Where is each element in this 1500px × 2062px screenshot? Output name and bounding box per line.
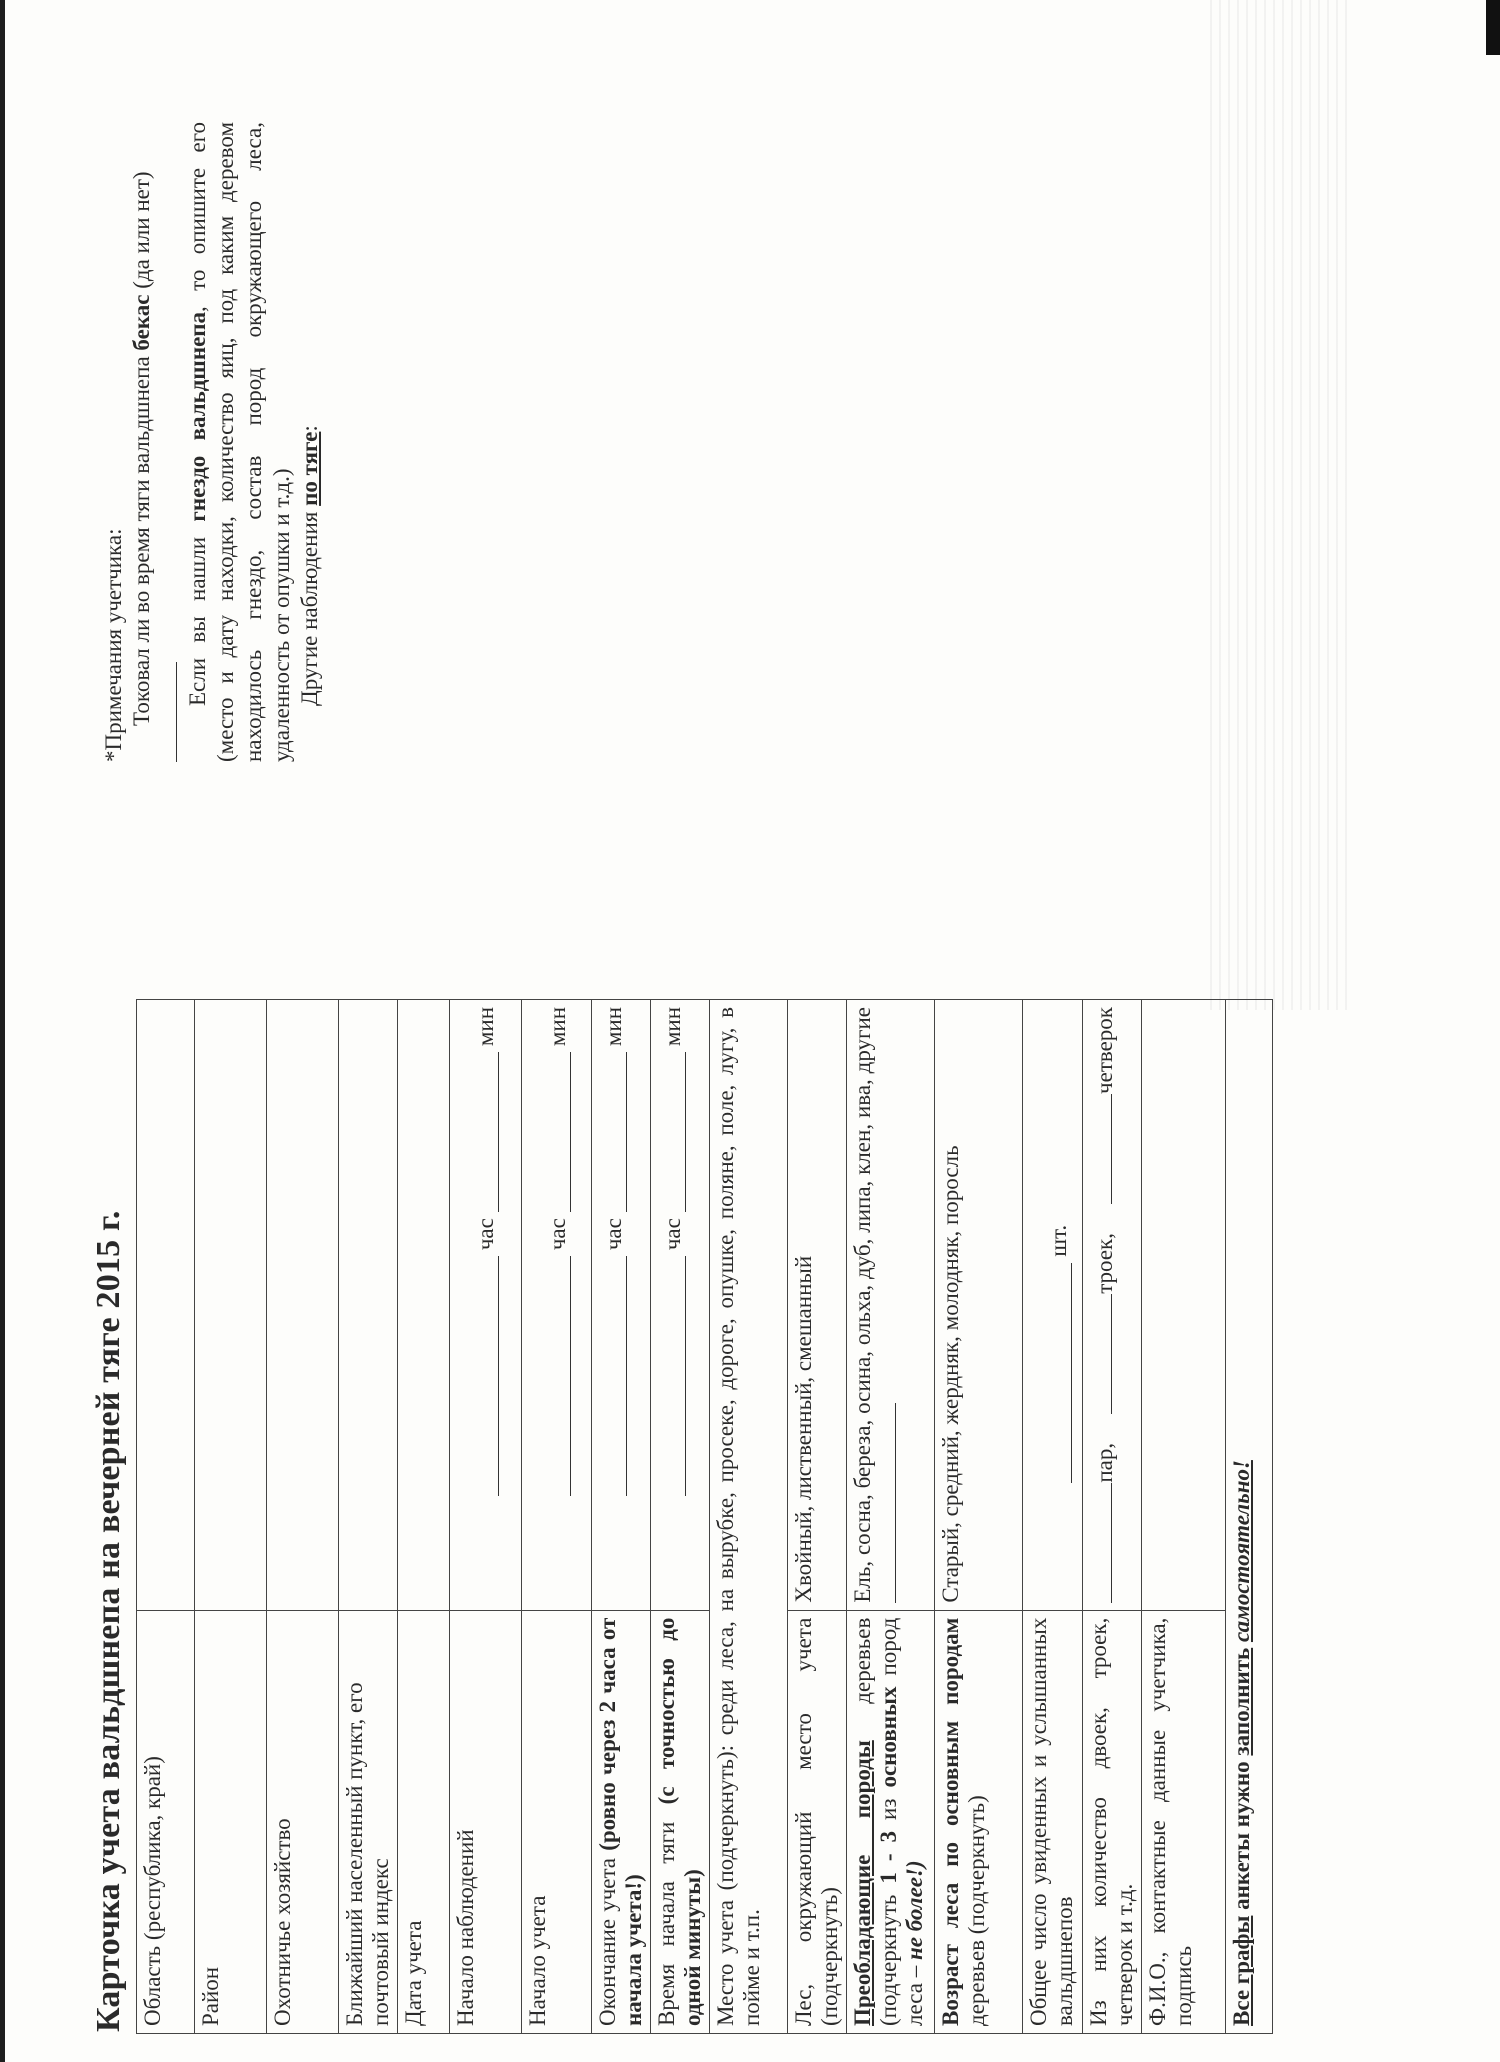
field-total[interactable]: шт. bbox=[1023, 1000, 1083, 1611]
field-count-start[interactable]: час мин bbox=[522, 1000, 592, 1611]
options-age[interactable]: Старый, средний, жердняк, молодняк, поросль bbox=[935, 1000, 1023, 1611]
row-age bbox=[935, 1000, 1023, 2034]
label-fio: Ф.И.О., контактные данные учетчика, подпись bbox=[1142, 1610, 1226, 2033]
recorder-notes bbox=[100, 122, 324, 762]
notes-header: *Примечания учетчика: bbox=[101, 528, 126, 762]
label-groups: Из них количество двоек, троек, четверок и т.д. bbox=[1083, 1610, 1142, 2033]
row-flight-start bbox=[651, 1000, 710, 2034]
label-obs-start: Начало наблюдений bbox=[450, 1610, 522, 2033]
row-count-end bbox=[592, 1000, 651, 2034]
label-hunting: Охотничье хозяйство bbox=[267, 1610, 339, 2033]
notes-other[interactable]: Другие наблюдения по тяге: bbox=[297, 425, 322, 706]
row-settlement bbox=[339, 1000, 398, 2034]
label-flight-start: Время начала тяги (с точностью до одной минуты) bbox=[651, 1610, 710, 2033]
row-groups bbox=[1083, 1000, 1142, 2034]
row-forest bbox=[788, 1000, 847, 2034]
row-obs-start bbox=[450, 1000, 522, 2034]
label-total: Общее число увиденных и услышанных вальдшнепов bbox=[1023, 1610, 1083, 2033]
field-settlement[interactable] bbox=[339, 1000, 398, 1611]
notes-drumming[interactable]: Токовал ли во время тяги вальдшнепа бекас (да или нет) bbox=[128, 122, 184, 762]
field-fio[interactable] bbox=[1142, 1000, 1226, 1611]
row-region bbox=[137, 1000, 195, 2034]
field-obs-start[interactable]: час мин bbox=[450, 1000, 522, 1611]
field-flight-start[interactable]: час мин bbox=[651, 1000, 710, 1611]
label-forest: Лес, окружающий место учета (подчеркнуть) bbox=[788, 1610, 847, 2033]
notes-nest[interactable]: Если вы нашли гнездо вальдшнепа, то опишите его (место и дату находки, количество яиц, под каким деревом находилось гнездо, состав пород окружающего леса, удаленность от опушки и т.д.) bbox=[185, 121, 294, 762]
field-groups[interactable]: пар, троек, четверок bbox=[1083, 1000, 1142, 1611]
options-species[interactable]: Ель, сосна, береза, осина, ольха, дуб, липа, клен, ива, другие bbox=[847, 1000, 935, 1611]
label-district: Район bbox=[195, 1610, 267, 2033]
label-region: Область (республика, край) bbox=[137, 1610, 195, 2033]
field-district[interactable] bbox=[195, 1000, 267, 1611]
label-age: Возраст леса по основным породам деревьев (подчеркнуть) bbox=[935, 1610, 1023, 2033]
row-footer bbox=[1226, 1000, 1273, 2034]
label-count-end: Окончание учета (ровно через 2 часа от начала учета!) bbox=[592, 1610, 651, 2033]
label-date: Дата учета bbox=[398, 1610, 450, 2033]
row-total bbox=[1023, 1000, 1083, 2034]
card-title: Карточка учета вальдшнепа на вечерней тяге 2015 г. bbox=[90, 1210, 127, 2032]
row-count-start bbox=[522, 1000, 592, 2034]
row-species bbox=[847, 1000, 935, 2034]
label-species: Преобладающие породы деревьев (подчеркнуть 1 - 3 из основных пород леса – не более!) bbox=[847, 1610, 935, 2033]
field-count-end[interactable]: час мин bbox=[592, 1000, 651, 1611]
row-fio bbox=[1142, 1000, 1226, 2034]
label-settlement: Ближайший населенный пункт, его почтовый индекс bbox=[339, 1610, 398, 2033]
row-place bbox=[710, 1000, 788, 2034]
label-place[interactable]: Место учета (подчеркнуть): среди леса, на вырубке, просеке, дороге, опушке, поляне, поле, лугу, в пойме и т.п. bbox=[710, 1000, 788, 2034]
field-hunting[interactable] bbox=[267, 1000, 339, 1611]
row-date bbox=[398, 1000, 450, 2034]
options-forest[interactable]: Хвойный, лиственный, смешанный bbox=[788, 1000, 847, 1611]
field-date[interactable] bbox=[398, 1000, 450, 1611]
row-district bbox=[195, 1000, 267, 2034]
row-hunting bbox=[267, 1000, 339, 2034]
label-count-start: Начало учета bbox=[522, 1610, 592, 2033]
census-card-table bbox=[136, 999, 1273, 2034]
field-region[interactable] bbox=[137, 1000, 195, 1611]
footer-note: Все графы анкеты нужно заполнить самостоятельно! bbox=[1226, 1000, 1273, 2034]
